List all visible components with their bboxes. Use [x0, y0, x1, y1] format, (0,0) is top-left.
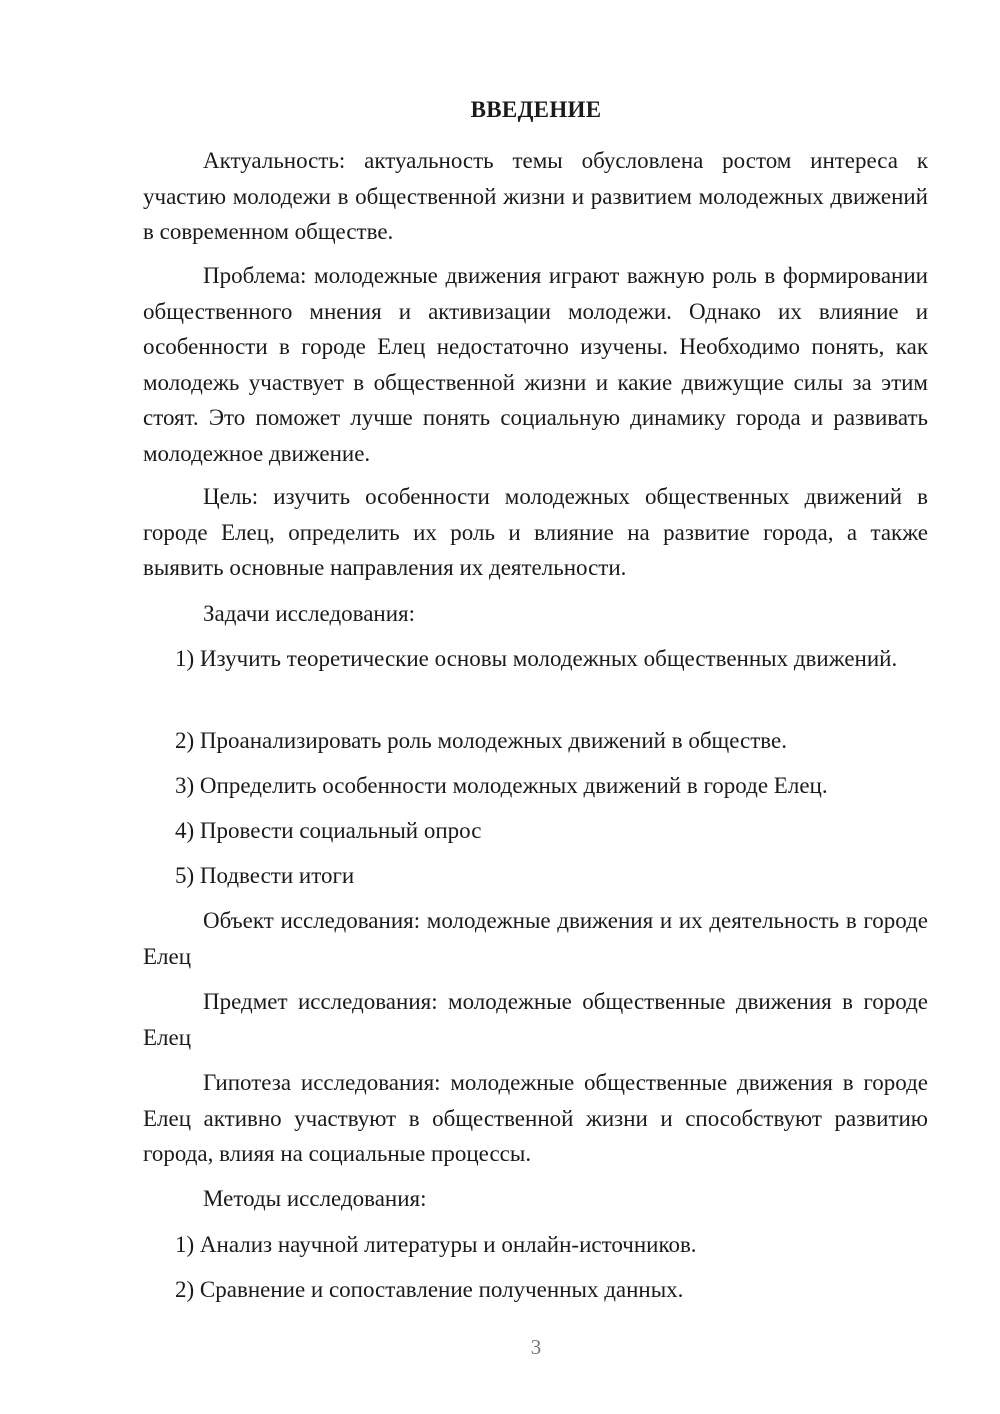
- paragraph-tasks-heading: Задачи исследования:: [203, 601, 416, 626]
- page-number: 3: [530, 1335, 542, 1359]
- task-item-4: 4) Провести социальный опрос: [175, 818, 482, 843]
- paragraph-goal: Цель: изучить особенности молодежных общественных движений в городе Елец, определить их роль и влияние на развитие города, а также выявить основные направления их деятельности.: [143, 484, 928, 580]
- method-item-2: 2) Сравнение и сопоставление полученных данных.: [175, 1277, 684, 1302]
- paragraph-subject: Предмет исследования: молодежные общественные движения в городе Елец: [143, 989, 928, 1050]
- paragraph-hypothesis: Гипотеза исследования: молодежные общественные движения в городе Елец активно участвуют в общественной жизни и способствуют развитию города, влияя на социальные процессы.: [143, 1070, 928, 1166]
- page-title: ВВЕДЕНИЕ: [470, 97, 602, 122]
- paragraph-relevance: Актуальность: актуальность темы обусловлена ростом интереса к участию молодежи в общественной жизни и развитием молодежных движений в современном обществе.: [143, 148, 928, 244]
- paragraph-problem: Проблема: молодежные движения играют важную роль в формировании общественного мнения и активизации молодежи. Однако их влияние и особенности в городе Елец недостаточно изучены. Необходимо понять, как молодежь участвует в общественной жизни и какие движущие силы за этим стоят. Это поможет лучше понять социальную динамику города и развивать молодежное движение.: [143, 263, 928, 466]
- paragraph-methods-heading: Методы исследования:: [203, 1186, 427, 1211]
- task-item-2: 2) Проанализировать роль молодежных движений в обществе.: [175, 728, 787, 753]
- task-item-3: 3) Определить особенности молодежных движений в городе Елец.: [175, 773, 828, 798]
- method-item-1: 1) Анализ научной литературы и онлайн-источников.: [175, 1232, 697, 1257]
- paragraph-object: Объект исследования: молодежные движения и их деятельность в городе Елец: [143, 908, 928, 969]
- task-item-5: 5) Подвести итоги: [175, 863, 355, 888]
- task-item-1: 1) Изучить теоретические основы молодежных общественных движений.: [175, 646, 898, 671]
